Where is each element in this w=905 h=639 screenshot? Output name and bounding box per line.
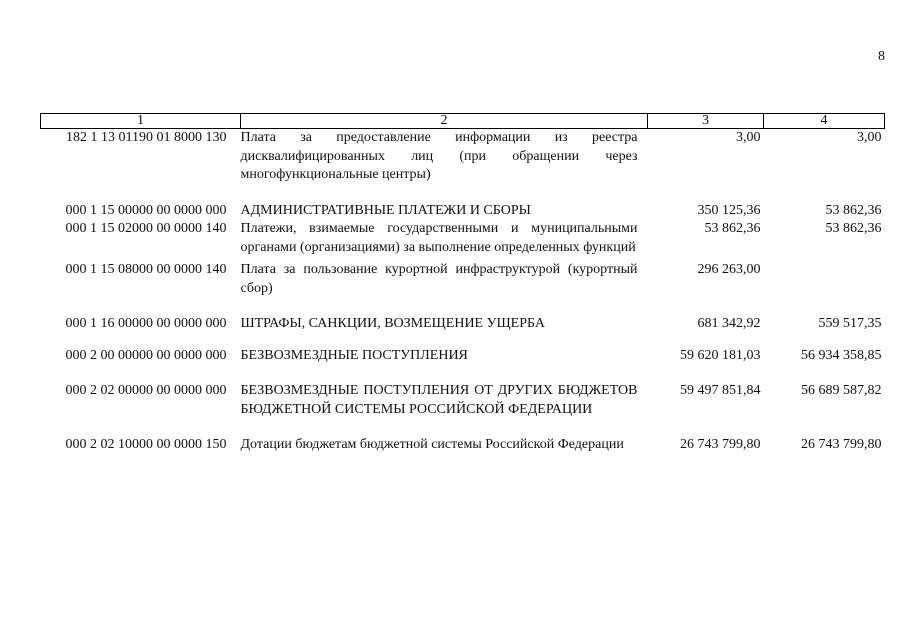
row-value-col4: 56 689 587,82 <box>801 383 882 398</box>
table-row <box>41 202 885 221</box>
row-value-col3: 3,00 <box>736 130 761 145</box>
row-value-col4: 53 862,36 <box>825 202 882 218</box>
row-value-col4: 56 934 358,85 <box>801 347 882 363</box>
row-value-col3: 59 620 181,03 <box>680 347 761 363</box>
row-name-text: Плата за предоставление информации из реестра дисквалифицированных лиц (при обращении через многофункциональные центры) <box>240 130 638 182</box>
row-name <box>241 347 648 383</box>
row-name-text: АДМИНИСТРАТИВНЫЕ ПЛАТЕЖИ И СБОРЫ <box>240 202 531 218</box>
row-code: 000 1 16 00000 00 0000 000 <box>65 316 227 331</box>
header-col-2: 2 <box>241 114 648 129</box>
header-col-3: 3 <box>648 114 764 129</box>
row-value-col3: 296 263,00 <box>697 262 761 277</box>
row-name-text: БЕЗВОЗМЕЗДНЫЕ ПОСТУПЛЕНИЯ <box>240 347 468 363</box>
row-code: 000 1 15 00000 00 0000 000 <box>65 202 227 218</box>
row-value-col3: 53 862,36 <box>704 221 761 236</box>
table-row <box>41 261 885 315</box>
row-code: 000 1 15 02000 00 0000 140 <box>65 221 227 236</box>
page-number: 8 <box>878 49 885 64</box>
table-row <box>41 220 885 261</box>
row-name-text: БЕЗВОЗМЕЗДНЫЕ ПОСТУПЛЕНИЯ ОТ ДРУГИХ БЮДЖЕТОВ БЮДЖЕТНОЙ СИСТЕМЫ РОССИЙСКОЙ ФЕДЕРАЦИИ <box>240 383 638 417</box>
table-row <box>41 347 885 383</box>
table-row <box>41 436 885 455</box>
row-code: 000 2 02 00000 00 0000 000 <box>65 383 227 398</box>
row-value-col4: 26 743 799,80 <box>801 437 882 452</box>
header-col-1: 1 <box>41 114 241 129</box>
row-value-col4: 3,00 <box>857 130 882 145</box>
table-header-row <box>41 114 885 129</box>
row-name-text: Платежи, взимаемые государственными и муниципальными органами (организациями) за выполнение определенных функций <box>240 221 638 255</box>
row-name <box>241 382 648 436</box>
row-name-text: ШТРАФЫ, САНКЦИИ, ВОЗМЕЩЕНИЕ УЩЕРБА <box>240 316 545 331</box>
row-name <box>241 436 648 455</box>
row-name-text: Дотации бюджетам бюджетной системы Российской Федерации <box>240 437 624 452</box>
row-value-col4: 559 517,35 <box>818 316 882 331</box>
row-code: 000 2 02 10000 00 0000 150 <box>65 437 227 452</box>
row-name-text: Плата за пользование курортной инфраструктурой (курортный сбор) <box>240 262 638 296</box>
row-name <box>241 315 648 347</box>
header-col-4: 4 <box>764 114 885 129</box>
table-row <box>41 129 885 202</box>
row-code: 182 1 13 01190 01 8000 130 <box>66 130 227 145</box>
table-row <box>41 382 885 436</box>
row-value-col3: 350 125,36 <box>697 202 761 218</box>
table-row <box>41 315 885 347</box>
row-name <box>241 220 648 261</box>
row-value-col3: 681 342,92 <box>697 316 761 331</box>
row-name <box>241 261 648 315</box>
row-value-col4 <box>764 261 885 315</box>
row-name <box>241 129 648 202</box>
row-name <box>241 202 648 221</box>
row-value-col3: 26 743 799,80 <box>680 437 761 452</box>
row-code: 000 1 15 08000 00 0000 140 <box>65 262 227 277</box>
budget-revenue-table <box>40 113 885 455</box>
row-value-col4: 53 862,36 <box>825 221 882 236</box>
row-value-col3: 59 497 851,84 <box>680 383 761 398</box>
row-code: 000 2 00 00000 00 0000 000 <box>65 347 227 363</box>
